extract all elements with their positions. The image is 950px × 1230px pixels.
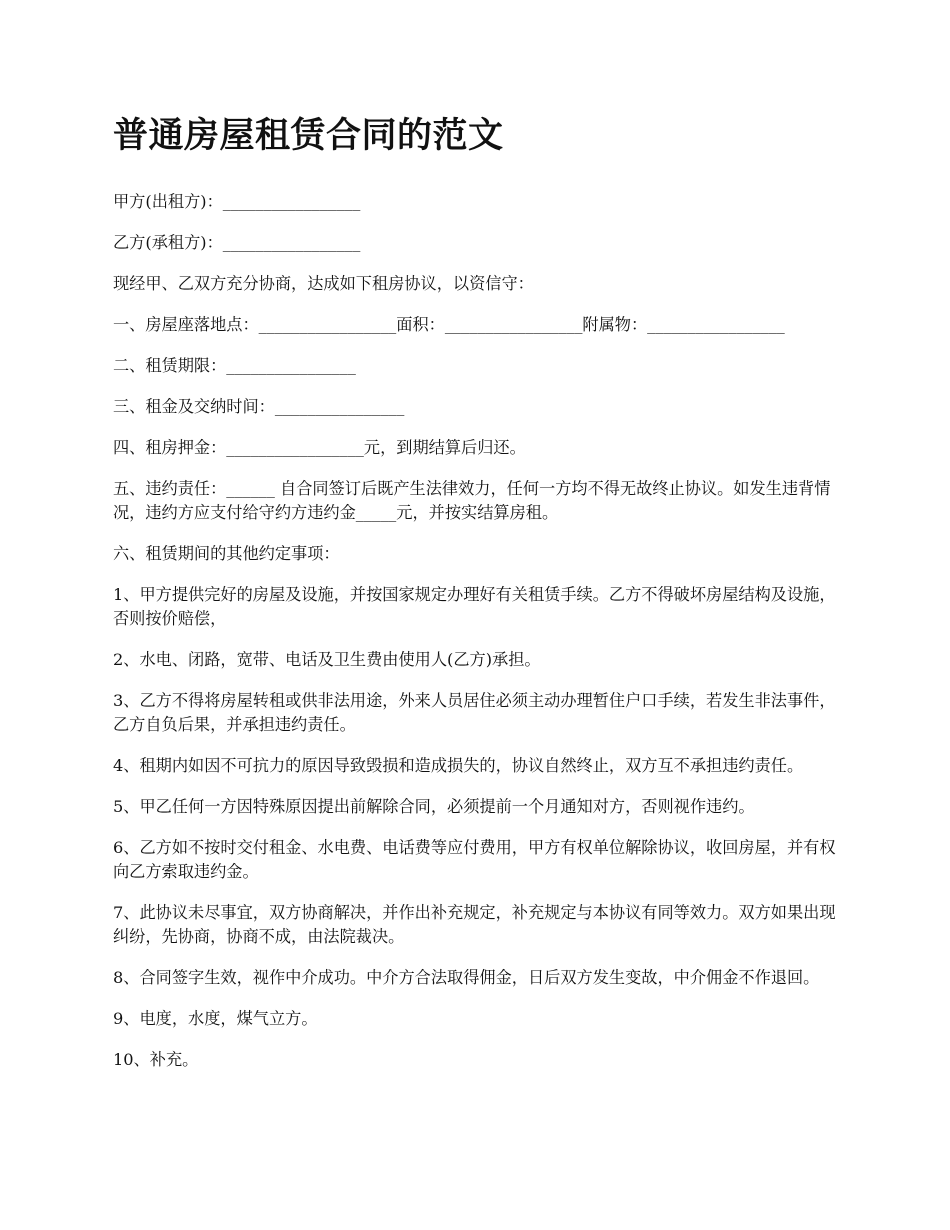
party-b-line: 乙方(承租方)：_________________: [113, 233, 361, 252]
item-5: 5、甲乙任何一方因特殊原因提出前解除合同，必须提前一个月通知对方，否则视作违约。: [113, 797, 755, 816]
clause-2-term: 二、租赁期限：________________: [113, 356, 356, 375]
item-4: 4、租期内如因不可抗力的原因导致毁损和造成损失的，协议自然终止，双方互不承担违约责任。: [113, 756, 804, 775]
document-title: 普通房屋租赁合同的范文: [113, 116, 504, 156]
clause-5-liability: 五、违约责任：______ 自合同签订后既产生法律效力，任何一方均不得无故终止协议。如发生违背情况，违约方应支付给守约方违约金_____元，并按实结算房租。: [113, 479, 831, 522]
item-8: 8、合同签字生效，视作中介成功。中介方合法取得佣金，日后双方发生变故，中介佣金不作退回。: [113, 968, 820, 987]
item-1: 1、甲方提供完好的房屋及设施，并按国家规定办理好有关租赁手续。乙方不得破坏房屋结构及设施，否则按价赔偿，: [113, 585, 836, 628]
item-6: 6、乙方如不按时交付租金、水电费、电话费等应付费用，甲方有权单位解除协议，收回房屋，并有权向乙方索取违约金。: [113, 838, 836, 881]
item-7: 7、此协议未尽事宜，双方协商解决，并作出补充规定，补充规定与本协议有同等效力。双方如果出现纠纷，先协商，协商不成，由法院裁决。: [113, 903, 836, 946]
party-a-line: 甲方(出租方)：_________________: [113, 192, 361, 211]
item-10: 10、补充。: [113, 1050, 199, 1069]
intro-paragraph: 现经甲、乙双方充分协商，达成如下租房协议，以资信守：: [113, 274, 534, 293]
document-body: [113, 112, 843, 1089]
clause-6-heading: 六、租赁期间的其他约定事项：: [113, 544, 340, 563]
item-3: 3、乙方不得将房屋转租或供非法用途，外来人员居住必须主动办理暂住户口手续，若发生非法事件，乙方自负后果，并承担违约责任。: [113, 691, 836, 734]
clause-1-location: 一、房屋座落地点：_________________面积：_________________附属物：_________________: [113, 315, 785, 334]
clause-3-rent: 三、租金及交纳时间：________________: [113, 397, 405, 416]
clause-4-deposit: 四、租房押金：_________________元，到期结算后归还。: [113, 438, 526, 457]
item-9: 9、电度，水度，煤气立方。: [113, 1009, 318, 1028]
item-2: 2、水电、闭路，宽带、电话及卫生费由使用人(乙方)承担。: [113, 650, 541, 669]
